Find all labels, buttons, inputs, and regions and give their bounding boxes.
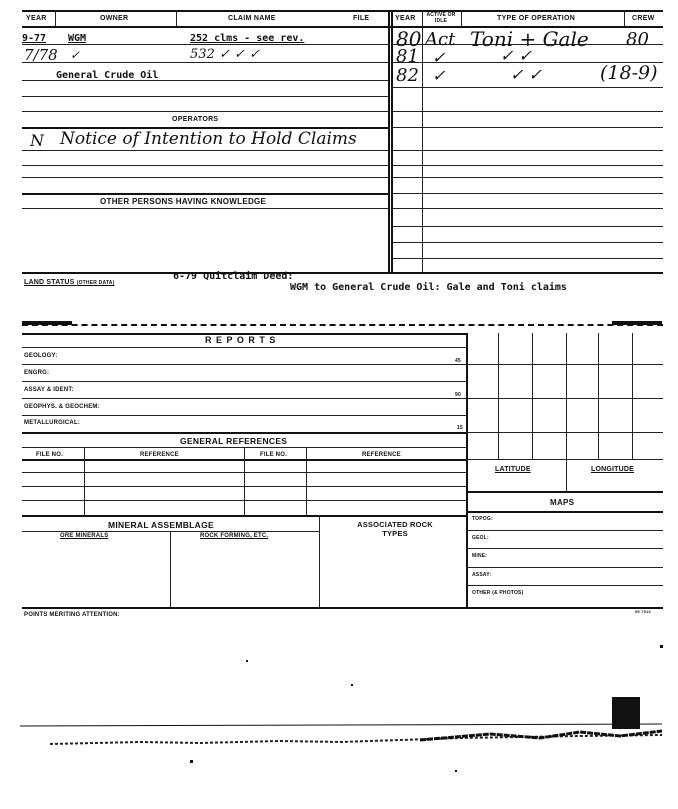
activity-year-3: 82	[396, 65, 419, 86]
land-status-title: LAND STATUS	[24, 279, 75, 286]
gr-col-ref1: REFERENCE	[140, 452, 179, 458]
activity-active-2: ✓	[432, 48, 446, 67]
points-meriting-label: POINTS MERITING ATTENTION:	[24, 612, 120, 618]
operator-entry: Notice of Intention to Hold Claims	[60, 129, 357, 149]
report-row-assay: ASSAY & IDENT:	[24, 387, 74, 393]
owner-name-1: WGM	[68, 33, 87, 44]
reports-title: R E P O R T S	[205, 335, 277, 345]
activity-year-1: 80	[396, 27, 422, 51]
report-num-assay: 90	[455, 392, 461, 398]
owner-year-2: 7/78	[24, 46, 58, 64]
operator-code: N	[30, 131, 44, 150]
col-owner-header: OWNER	[100, 15, 129, 22]
activity-crew-1: 80	[626, 29, 649, 50]
maps-geol: GEOL:	[472, 535, 489, 541]
ore-minerals-label: ORE MINERALS	[60, 533, 109, 539]
mineral-assemblage-title: MINERAL ASSEMBLAGE	[108, 520, 214, 530]
land-status-sub: (OTHER DATA)	[76, 280, 115, 286]
assoc-rock-types-label: ASSOCIATED ROCK TYPES	[357, 520, 433, 538]
owner-year-1: 9-77	[22, 33, 47, 44]
report-row-engrg: ENGRG:	[24, 370, 50, 376]
col-year-header: YEAR	[26, 15, 47, 22]
report-num-metallurgical: 15	[457, 425, 463, 431]
owner-name-2: ✓	[70, 48, 81, 62]
land-status-line2: WGM to General Crude Oil: Gale and Toni claims	[290, 282, 567, 293]
maps-topog: TOPOG:	[472, 516, 493, 522]
maps-assay: ASSAY:	[472, 572, 492, 578]
claim-name-1: 252 clms - see rev.	[190, 33, 305, 44]
claim-name-2: 532 ✓ ✓ ✓	[190, 47, 260, 62]
gr-col-file2: FILE NO.	[260, 452, 287, 458]
maps-mine: MINE:	[472, 553, 488, 559]
latitude-label: LATITUDE	[495, 466, 531, 473]
activity-type-1: Toni + Gale	[470, 27, 589, 51]
col-file-header: FILE	[353, 15, 370, 22]
land-status-line1: 6-79 Quitclaim Deed:	[173, 271, 294, 282]
rock-forming-label: ROCK FORMING, ETC.	[200, 533, 269, 539]
activity-active-1: Act	[425, 29, 456, 50]
form-number: 59 7913	[635, 609, 651, 614]
col-claim-name-header: CLAIM NAME	[228, 15, 276, 22]
col-active-idle-header: ACTIVE OR IDLE	[426, 12, 456, 24]
col-year-right-header: YEAR	[395, 15, 416, 22]
gr-col-file1: FILE NO.	[36, 452, 63, 458]
activity-active-3: ✓	[432, 66, 446, 85]
other-persons-label: OTHER PERSONS HAVING KNOWLEDGE	[100, 197, 267, 206]
col-crew-header: CREW	[632, 15, 655, 22]
report-row-geology: GEOLOGY:	[24, 353, 58, 359]
gr-col-ref2: REFERENCE	[362, 452, 401, 458]
activity-year-2: 81	[396, 46, 419, 67]
operators-label: OPERATORS	[172, 116, 219, 123]
report-num-geology: 45	[455, 358, 461, 364]
activity-crew-3: (18-9)	[600, 62, 658, 84]
report-row-metallurgical: METALLURGICAL:	[24, 420, 81, 426]
maps-title: MAPS	[550, 498, 575, 507]
activity-type-3: ✓ ✓	[510, 65, 542, 84]
land-status-label	[24, 279, 114, 286]
maps-other: OTHER (& PHOTOS)	[472, 590, 524, 596]
general-references-title: GENERAL REFERENCES	[180, 436, 288, 446]
longitude-label: LONGITUDE	[591, 466, 635, 473]
owner-name-3: General Crude Oil	[56, 70, 159, 81]
col-type-operation-header: TYPE OF OPERATION	[497, 15, 576, 22]
activity-type-2: ✓ ✓	[500, 46, 532, 65]
report-row-geophys: GEOPHYS. & GEOCHEM:	[24, 404, 100, 410]
scan-noise-band	[20, 722, 662, 748]
